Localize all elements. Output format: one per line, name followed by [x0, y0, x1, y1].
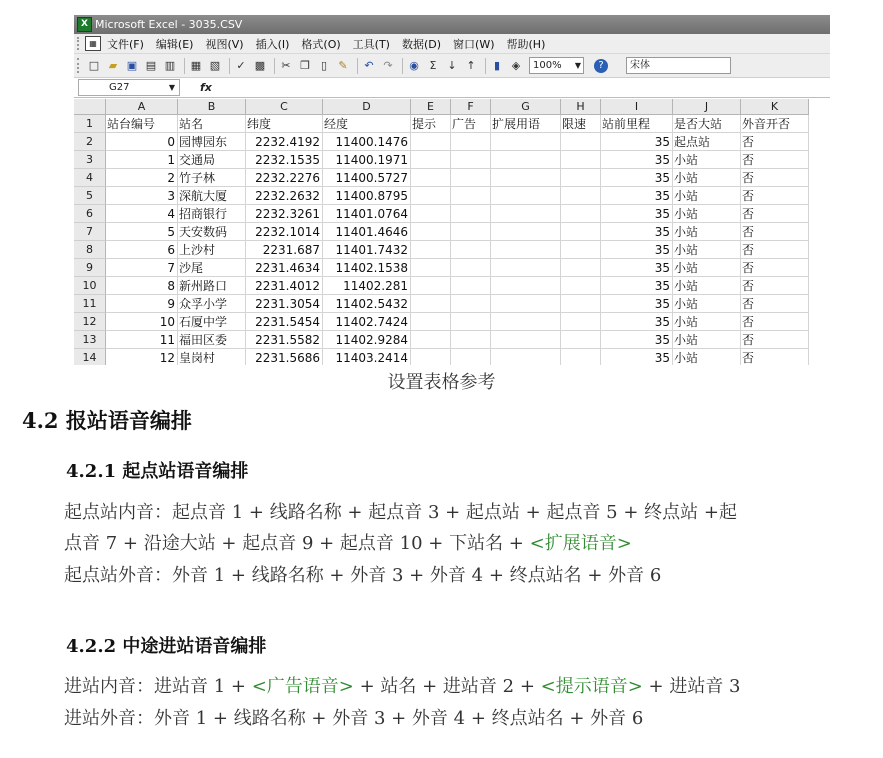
research-icon[interactable]: ▩ [254, 59, 266, 72]
cell-f1[interactable]: 广告 [451, 115, 491, 133]
cell-d9[interactable]: 11402.1538 [323, 259, 411, 277]
chart-wizard-icon[interactable]: ▮ [493, 59, 501, 72]
cell-g5[interactable] [491, 187, 561, 205]
menu-help[interactable]: 帮助(H) [506, 37, 546, 51]
cell-b9[interactable]: 沙尾 [178, 259, 246, 277]
cell-j9[interactable]: 小站 [673, 259, 741, 277]
cell-f14[interactable] [451, 349, 491, 365]
cell-i6[interactable]: 35 [601, 205, 673, 223]
column-header-c[interactable]: C [246, 99, 323, 115]
cell-h7[interactable] [561, 223, 601, 241]
cell-d11[interactable]: 11402.5432 [323, 295, 411, 313]
cell-c2[interactable]: 2232.4192 [246, 133, 323, 151]
column-header-b[interactable]: B [178, 99, 246, 115]
row-header[interactable]: 4 [74, 169, 106, 187]
cell-c8[interactable]: 2231.687 [246, 241, 323, 259]
cell-k11[interactable]: 否 [741, 295, 809, 313]
figure-caption: 设置表格参考 [387, 372, 496, 393]
standard-toolbar [74, 54, 830, 78]
menu-data[interactable]: 数据(D) [401, 37, 442, 51]
cell-a1[interactable]: 站台编号 [106, 115, 178, 133]
permission-icon[interactable]: ▤ [145, 59, 157, 72]
cell-j4[interactable]: 小站 [673, 169, 741, 187]
cell-a9[interactable]: 7 [106, 259, 178, 277]
cell-h8[interactable] [561, 241, 601, 259]
cell-e12[interactable] [411, 313, 451, 331]
cell-k9[interactable]: 否 [741, 259, 809, 277]
cell-h9[interactable] [561, 259, 601, 277]
cell-d14[interactable]: 11403.2414 [323, 349, 411, 365]
open-folder-icon[interactable]: ▰ [108, 59, 118, 72]
cell-f7[interactable] [451, 223, 491, 241]
sort-descending-icon[interactable]: ↑ [466, 59, 476, 72]
cell-k14[interactable]: 否 [741, 349, 809, 365]
cell-g12[interactable] [491, 313, 561, 331]
cell-h3[interactable] [561, 151, 601, 169]
cell-i14[interactable]: 35 [601, 349, 673, 365]
row-header[interactable]: 10 [74, 277, 106, 295]
menu-file[interactable]: 文件(F) [107, 37, 144, 51]
cell-k4[interactable]: 否 [741, 169, 809, 187]
subsection-heading-midway-station: 4.2.2 中途进站语音编排 [66, 636, 267, 657]
cell-i10[interactable]: 35 [601, 277, 673, 295]
cell-c14[interactable]: 2231.5686 [246, 349, 323, 365]
paragraph-line: 起点站外音：外音 1 + 线路名称 + 外音 3 + 外音 4 + 终点站名 + 外音 6 [64, 565, 662, 586]
paragraph-text: 进站内音：进站音 1 + [64, 676, 252, 697]
chevron-down-icon: ▼ [574, 61, 581, 70]
cell-k12[interactable]: 否 [741, 313, 809, 331]
email-icon[interactable]: ▥ [164, 59, 176, 72]
cell-h2[interactable] [561, 133, 601, 151]
cell-d10[interactable]: 11402.281 [323, 277, 411, 295]
cell-a3[interactable]: 1 [106, 151, 178, 169]
cell-d5[interactable]: 11400.8795 [323, 187, 411, 205]
toolbar-separator [357, 58, 358, 74]
row-header[interactable]: 12 [74, 313, 106, 331]
cell-e8[interactable] [411, 241, 451, 259]
zoom-select[interactable] [529, 57, 584, 74]
cell-b5[interactable]: 深航大厦 [178, 187, 246, 205]
row-header[interactable]: 8 [74, 241, 106, 259]
cell-g4[interactable] [491, 169, 561, 187]
cell-b11[interactable]: 众孚小学 [178, 295, 246, 313]
prompt-voice-term: <提示语音> [540, 676, 643, 697]
menu-view[interactable]: 视图(V) [205, 37, 244, 51]
row-header[interactable]: 14 [74, 349, 106, 365]
cell-k10[interactable]: 否 [741, 277, 809, 295]
cell-k8[interactable]: 否 [741, 241, 809, 259]
undo-icon[interactable]: ↶ [364, 59, 374, 72]
cell-e4[interactable] [411, 169, 451, 187]
cell-i1[interactable]: 站前里程 [601, 115, 673, 133]
row-header[interactable]: 5 [74, 187, 106, 205]
cell-e9[interactable] [411, 259, 451, 277]
select-all-corner[interactable] [74, 99, 106, 115]
copy-icon[interactable]: ❐ [300, 59, 310, 72]
help-icon[interactable]: ? [594, 59, 608, 73]
drawing-icon[interactable]: ◈ [511, 59, 521, 72]
cell-b6[interactable]: 招商银行 [178, 205, 246, 223]
cell-d1[interactable]: 经度 [323, 115, 411, 133]
autosum-icon[interactable]: Σ [429, 59, 437, 72]
cell-j14[interactable]: 小站 [673, 349, 741, 365]
row-header[interactable]: 13 [74, 331, 106, 349]
cell-f8[interactable] [451, 241, 491, 259]
cell-a12[interactable]: 10 [106, 313, 178, 331]
cell-f10[interactable] [451, 277, 491, 295]
toolbar-separator [184, 58, 185, 74]
excel-app-icon: X [77, 17, 92, 32]
paste-icon[interactable]: ▯ [320, 59, 328, 72]
redo-icon[interactable]: ↷ [383, 59, 393, 72]
section-heading: 4.2 报站语音编排 [22, 408, 192, 433]
extended-voice-term: <扩展语音> [529, 533, 632, 554]
paragraph-line: 进站外音：外音 1 + 线路名称 + 外音 3 + 外音 4 + 终点站名 + 外音 6 [64, 708, 644, 729]
hyperlink-icon[interactable]: ◉ [409, 59, 419, 72]
cell-k13[interactable]: 否 [741, 331, 809, 349]
formula-bar [74, 78, 830, 98]
toolbar-separator [402, 58, 403, 74]
row-header[interactable]: 2 [74, 133, 106, 151]
title-bar [74, 15, 830, 34]
column-header-g[interactable]: G [491, 99, 561, 115]
cell-g10[interactable] [491, 277, 561, 295]
cell-b3[interactable]: 交通局 [178, 151, 246, 169]
cell-b14[interactable]: 皇岗村 [178, 349, 246, 365]
sort-ascending-icon[interactable]: ↓ [447, 59, 457, 72]
menu-tools[interactable]: 工具(T) [352, 37, 390, 51]
format-painter-icon[interactable]: ✎ [338, 59, 348, 72]
cell-j5[interactable]: 小站 [673, 187, 741, 205]
cell-a2[interactable]: 0 [106, 133, 178, 151]
print-preview-icon[interactable]: ▧ [209, 59, 221, 72]
excel-screenshot [74, 15, 830, 365]
cell-a7[interactable]: 5 [106, 223, 178, 241]
cell-j12[interactable]: 小站 [673, 313, 741, 331]
cell-h4[interactable] [561, 169, 601, 187]
cell-i11[interactable]: 35 [601, 295, 673, 313]
chevron-down-icon: ▼ [168, 83, 175, 92]
cell-e7[interactable] [411, 223, 451, 241]
cell-f11[interactable] [451, 295, 491, 313]
cell-b2[interactable]: 园博园东 [178, 133, 246, 151]
cell-i4[interactable]: 35 [601, 169, 673, 187]
cell-d2[interactable]: 11400.1476 [323, 133, 411, 151]
cell-b13[interactable]: 福田区委 [178, 331, 246, 349]
menu-window[interactable]: 窗口(W) [453, 37, 495, 51]
cell-d13[interactable]: 11402.9284 [323, 331, 411, 349]
column-header-j[interactable]: J [673, 99, 741, 115]
row-header[interactable]: 6 [74, 205, 106, 223]
cell-i2[interactable]: 35 [601, 133, 673, 151]
cell-h6[interactable] [561, 205, 601, 223]
cell-d12[interactable]: 11402.7424 [323, 313, 411, 331]
cell-e3[interactable] [411, 151, 451, 169]
cell-h10[interactable] [561, 277, 601, 295]
cell-i7[interactable]: 35 [601, 223, 673, 241]
font-name-select[interactable]: 宋体 [626, 57, 731, 74]
cell-j2[interactable]: 起点站 [673, 133, 741, 151]
column-header-d[interactable]: D [323, 99, 411, 115]
cell-j13[interactable]: 小站 [673, 331, 741, 349]
cell-c3[interactable]: 2232.1535 [246, 151, 323, 169]
cell-d6[interactable]: 11401.0764 [323, 205, 411, 223]
toolbar-grip-icon [77, 58, 82, 73]
cell-f2[interactable] [451, 133, 491, 151]
cell-f6[interactable] [451, 205, 491, 223]
function-icon[interactable]: fx [200, 81, 212, 94]
menu-edit[interactable]: 编辑(E) [155, 37, 194, 51]
cell-f3[interactable] [451, 151, 491, 169]
cell-b12[interactable]: 石厦中学 [178, 313, 246, 331]
cell-e11[interactable] [411, 295, 451, 313]
cell-i8[interactable]: 35 [601, 241, 673, 259]
column-header-e[interactable]: E [411, 99, 451, 115]
row-header[interactable]: 1 [74, 115, 106, 133]
cell-a10[interactable]: 8 [106, 277, 178, 295]
cell-b10[interactable]: 新州路口 [178, 277, 246, 295]
cell-h12[interactable] [561, 313, 601, 331]
cell-f5[interactable] [451, 187, 491, 205]
cell-b8[interactable]: 上沙村 [178, 241, 246, 259]
cell-g8[interactable] [491, 241, 561, 259]
cell-h11[interactable] [561, 295, 601, 313]
cell-c13[interactable]: 2231.5582 [246, 331, 323, 349]
cell-e1[interactable]: 提示 [411, 115, 451, 133]
cell-j8[interactable]: 小站 [673, 241, 741, 259]
cell-f13[interactable] [451, 331, 491, 349]
ad-voice-term: <广告语音> [251, 676, 354, 697]
cell-k2[interactable]: 否 [741, 133, 809, 151]
toolbar-separator [485, 58, 486, 74]
cell-a5[interactable]: 3 [106, 187, 178, 205]
cell-i12[interactable]: 35 [601, 313, 673, 331]
cell-h1[interactable]: 限速 [561, 115, 601, 133]
column-header-f[interactable]: F [451, 99, 491, 115]
name-box[interactable] [78, 79, 180, 96]
name-box-value: G27 [109, 82, 130, 93]
cell-j7[interactable]: 小站 [673, 223, 741, 241]
cell-g6[interactable] [491, 205, 561, 223]
cell-j1[interactable]: 是否大站 [673, 115, 741, 133]
cell-k6[interactable]: 否 [741, 205, 809, 223]
cell-g14[interactable] [491, 349, 561, 365]
cell-c4[interactable]: 2232.2276 [246, 169, 323, 187]
paragraph-text: 点音 7 + 沿途大站 + 起点音 9 + 起点音 10 + 下站名 + [64, 533, 530, 554]
cell-g13[interactable] [491, 331, 561, 349]
cell-c9[interactable]: 2231.4634 [246, 259, 323, 277]
row-header[interactable]: 9 [74, 259, 106, 277]
cell-d3[interactable]: 11400.1971 [323, 151, 411, 169]
cell-g1[interactable]: 扩展用语 [491, 115, 561, 133]
cell-j11[interactable]: 小站 [673, 295, 741, 313]
cell-b4[interactable]: 竹子林 [178, 169, 246, 187]
cell-c11[interactable]: 2231.3054 [246, 295, 323, 313]
column-header-h[interactable]: H [561, 99, 601, 115]
cell-c7[interactable]: 2232.1014 [246, 223, 323, 241]
cell-e10[interactable] [411, 277, 451, 295]
save-icon[interactable]: ▣ [126, 59, 138, 72]
cell-f9[interactable] [451, 259, 491, 277]
menu-grip-icon [77, 37, 82, 50]
cell-a14[interactable]: 12 [106, 349, 178, 365]
cut-icon[interactable]: ✂ [281, 59, 291, 72]
paragraph-line [64, 672, 741, 698]
cell-c5[interactable]: 2232.2632 [246, 187, 323, 205]
cell-e2[interactable] [411, 133, 451, 151]
cell-i3[interactable]: 35 [601, 151, 673, 169]
paragraph-line [64, 529, 632, 555]
cell-j6[interactable]: 小站 [673, 205, 741, 223]
cell-c12[interactable]: 2231.5454 [246, 313, 323, 331]
cell-d7[interactable]: 11401.4646 [323, 223, 411, 241]
column-header-k[interactable]: K [741, 99, 809, 115]
cell-j10[interactable]: 小站 [673, 277, 741, 295]
workbook-icon[interactable]: ▦ [85, 36, 101, 51]
new-file-icon[interactable]: □ [88, 59, 100, 72]
zoom-value: 100% [533, 60, 562, 71]
row-header[interactable]: 3 [74, 151, 106, 169]
cell-a4[interactable]: 2 [106, 169, 178, 187]
cell-e14[interactable] [411, 349, 451, 365]
cell-d8[interactable]: 11401.7432 [323, 241, 411, 259]
cell-h14[interactable] [561, 349, 601, 365]
cell-i13[interactable]: 35 [601, 331, 673, 349]
cell-b1[interactable]: 站名 [178, 115, 246, 133]
menu-format[interactable]: 格式(O) [301, 37, 341, 51]
paragraph-text: + 进站音 3 [642, 676, 741, 697]
cell-e13[interactable] [411, 331, 451, 349]
print-icon[interactable]: ▦ [190, 59, 202, 72]
spelling-icon[interactable]: ✓ [236, 59, 246, 72]
cell-a13[interactable]: 11 [106, 331, 178, 349]
cell-c6[interactable]: 2232.3261 [246, 205, 323, 223]
cell-e6[interactable] [411, 205, 451, 223]
cell-d4[interactable]: 11400.5727 [323, 169, 411, 187]
row-header[interactable]: 11 [74, 295, 106, 313]
cell-k3[interactable]: 否 [741, 151, 809, 169]
cell-f12[interactable] [451, 313, 491, 331]
toolbar-separator [229, 58, 230, 74]
paragraph-text: + 站名 + 进站音 2 + [353, 676, 541, 697]
cell-b7[interactable]: 天安数码 [178, 223, 246, 241]
cell-f4[interactable] [451, 169, 491, 187]
column-header-i[interactable]: I [601, 99, 673, 115]
cell-a11[interactable]: 9 [106, 295, 178, 313]
cell-a6[interactable]: 4 [106, 205, 178, 223]
paragraph-line: 起点站内音：起点音 1 + 线路名称 + 起点音 3 + 起点站 + 起点音 5 + 终点站 +起 [64, 502, 737, 523]
cell-g7[interactable] [491, 223, 561, 241]
cell-k7[interactable]: 否 [741, 223, 809, 241]
cell-k5[interactable]: 否 [741, 187, 809, 205]
menu-bar [74, 34, 830, 54]
cell-k1[interactable]: 外音开否 [741, 115, 809, 133]
cell-e5[interactable] [411, 187, 451, 205]
cell-c10[interactable]: 2231.4012 [246, 277, 323, 295]
menu-insert[interactable]: 插入(I) [255, 37, 290, 51]
subsection-heading-start-station: 4.2.1 起点站语音编排 [66, 461, 249, 482]
cell-i9[interactable]: 35 [601, 259, 673, 277]
cell-i5[interactable]: 35 [601, 187, 673, 205]
column-header-a[interactable]: A [106, 99, 178, 115]
cell-c1[interactable]: 纬度 [246, 115, 323, 133]
cell-g11[interactable] [491, 295, 561, 313]
cell-j3[interactable]: 小站 [673, 151, 741, 169]
cell-g2[interactable] [491, 133, 561, 151]
cell-g3[interactable] [491, 151, 561, 169]
cell-a8[interactable]: 6 [106, 241, 178, 259]
cell-h5[interactable] [561, 187, 601, 205]
row-header[interactable]: 7 [74, 223, 106, 241]
cell-g9[interactable] [491, 259, 561, 277]
window-title: Microsoft Excel - 3035.CSV [95, 18, 243, 31]
cell-h13[interactable] [561, 331, 601, 349]
toolbar-separator [274, 58, 275, 74]
